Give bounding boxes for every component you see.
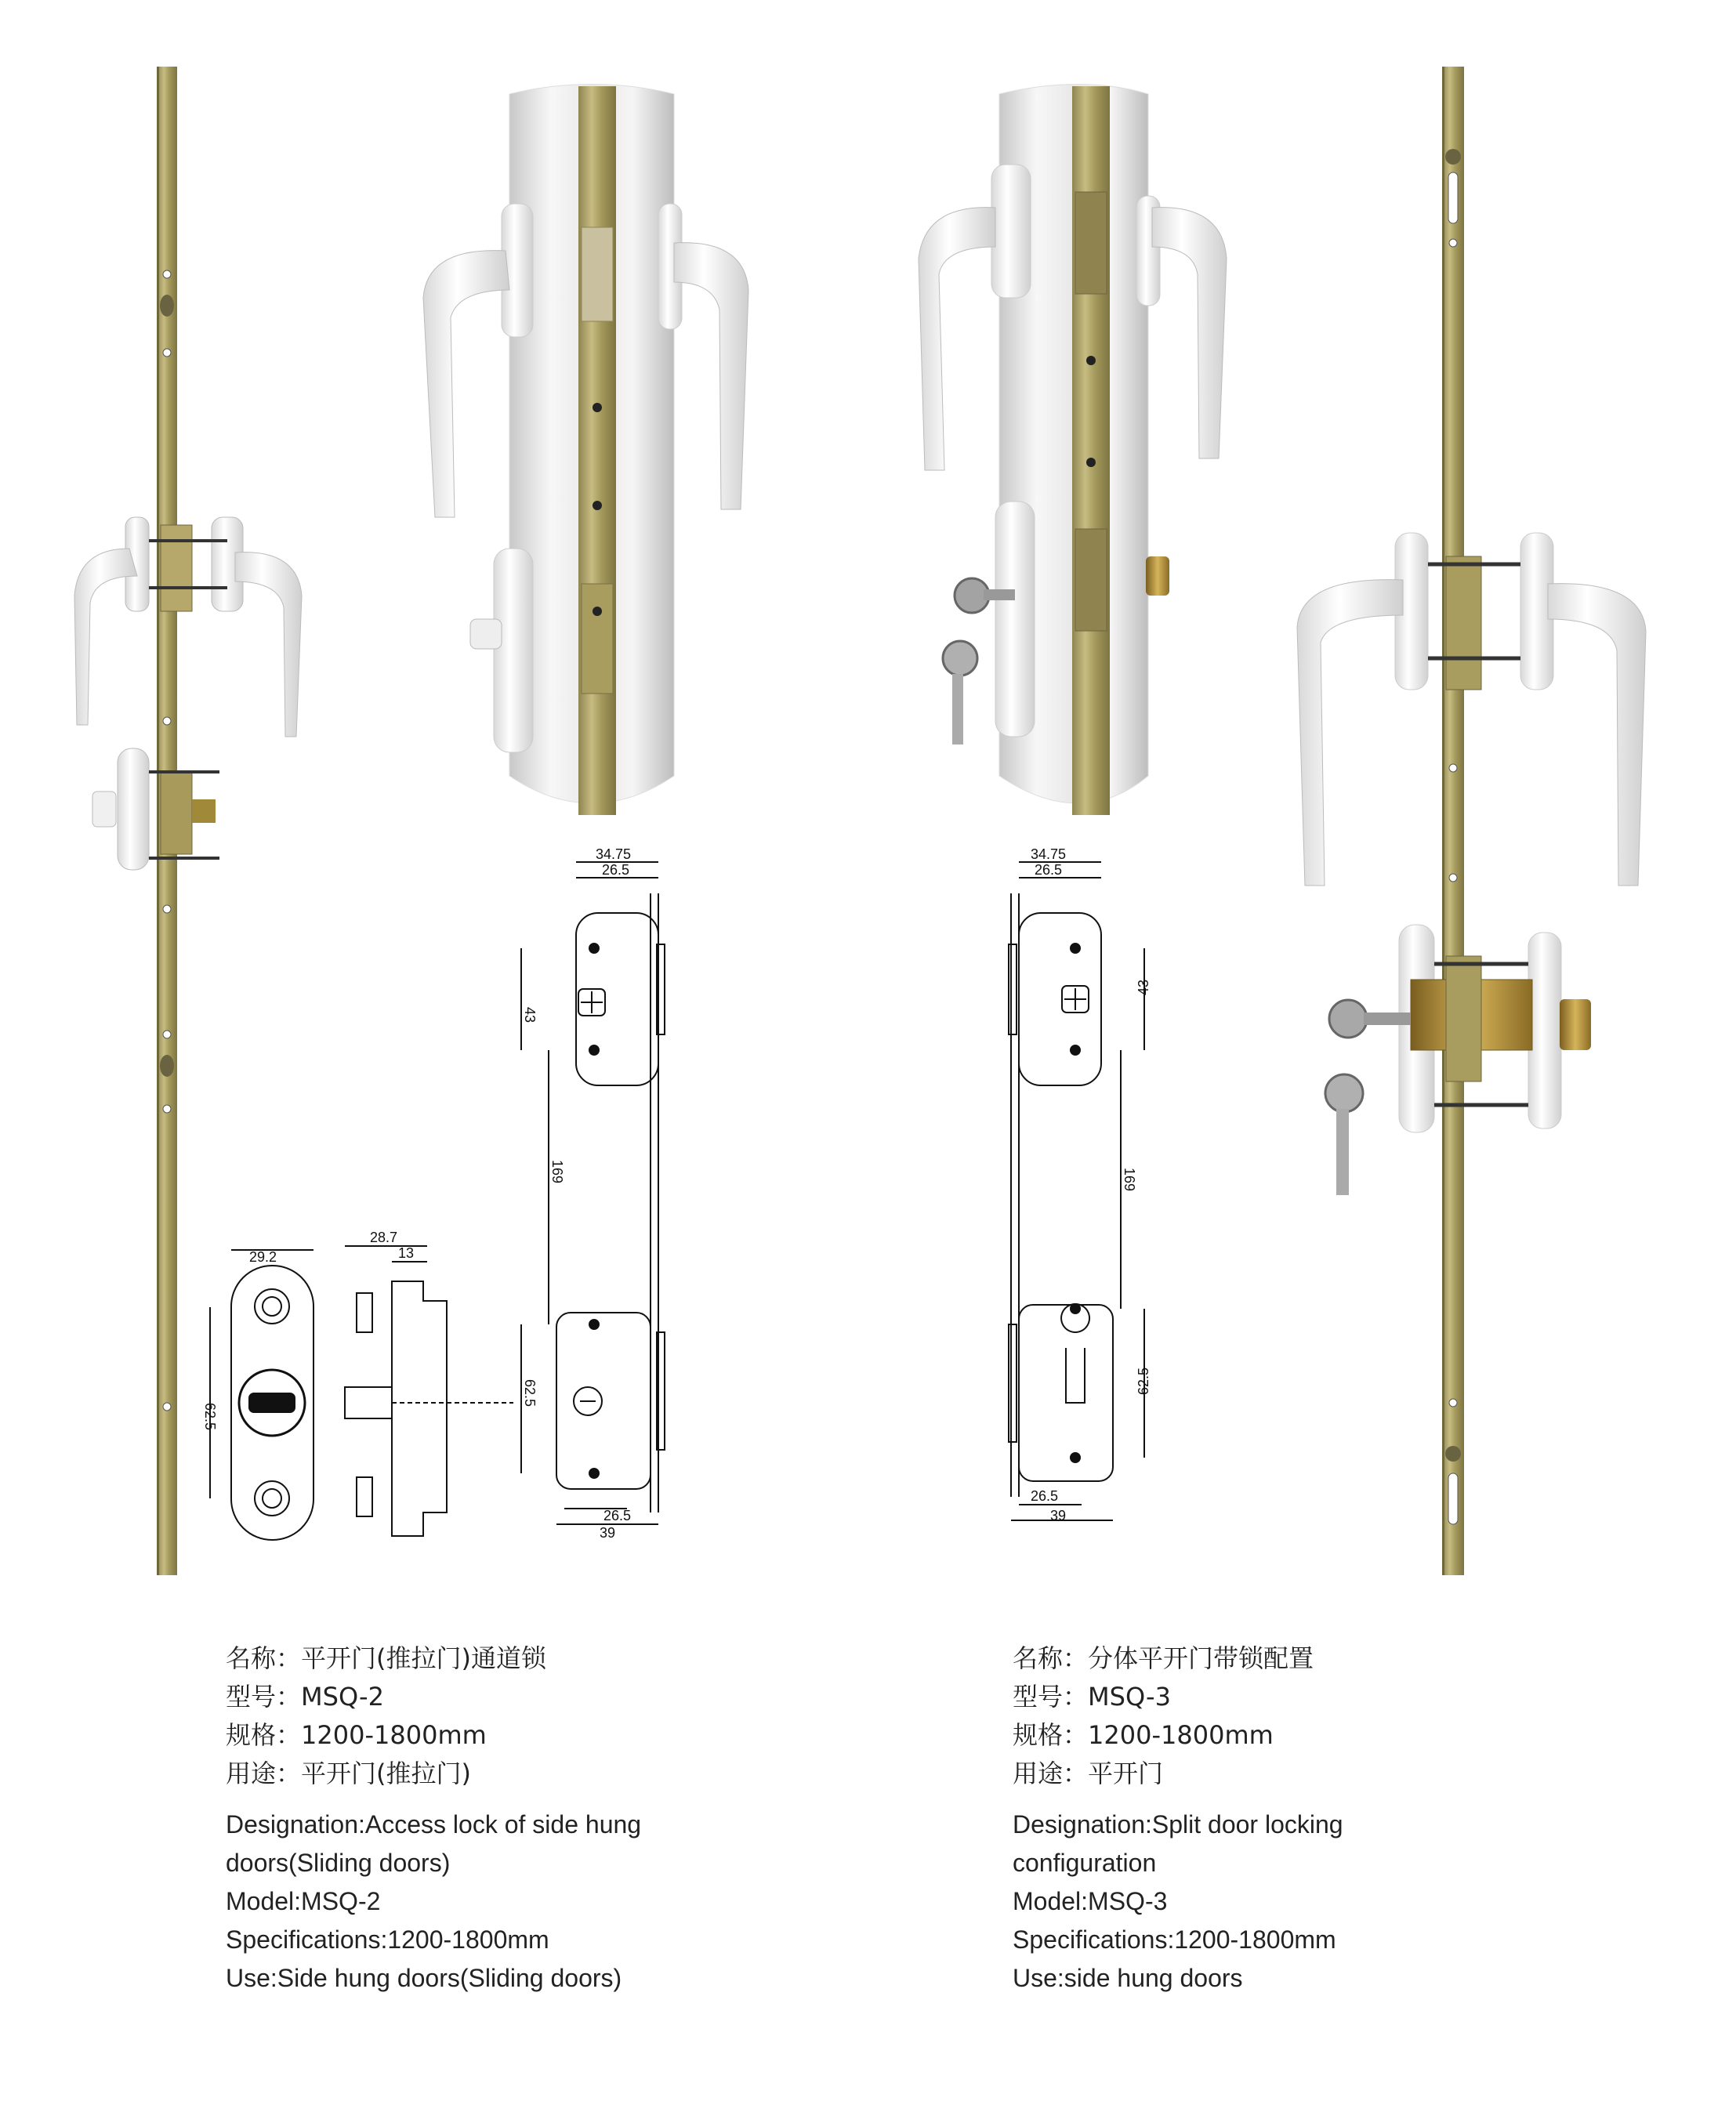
- dim-thumbturn-height: 62.5: [202, 1403, 218, 1431]
- en-use: Use:side hung doors: [1013, 1964, 1243, 1992]
- technical-drawings: [210, 862, 1144, 1540]
- cn-use-line: [226, 1755, 641, 1793]
- en-designation-line1: Designation:Access lock of side hung: [226, 1810, 642, 1838]
- cn-model-value: MSQ-3: [1088, 1682, 1171, 1712]
- cn-use-value: 平开门: [1088, 1759, 1164, 1788]
- profile-photo-1: [423, 85, 748, 816]
- dim-left-w-bottom-inner: 26.5: [603, 1508, 632, 1523]
- cn-spec-value: 1200-1800mm: [301, 1720, 487, 1750]
- cn-name-line: [226, 1639, 641, 1678]
- cn-use-label: 用途：: [1013, 1759, 1089, 1788]
- cn-spec-value: 1200-1800mm: [1088, 1720, 1274, 1750]
- en-spec: Specifications:1200-1800mm: [226, 1925, 549, 1954]
- dim-right-w-outer: 34.75: [1031, 846, 1067, 862]
- spec-block-msq3: [1013, 1639, 1343, 1998]
- en-designation-line2: configuration: [1013, 1849, 1157, 1877]
- cn-spec-label: 规格：: [226, 1720, 302, 1750]
- en-spec-block: [1013, 1806, 1343, 1998]
- cn-spec-line: [1013, 1716, 1343, 1755]
- cn-model-label: 型号：: [226, 1682, 302, 1712]
- cn-model-line: [226, 1678, 641, 1716]
- en-use: Use:Side hung doors(Sliding doors): [226, 1964, 622, 1992]
- cn-spec-label: 规格：: [1013, 1720, 1089, 1750]
- dim-right-w-inner: 26.5: [1035, 862, 1063, 878]
- dim-right-h-top: 43: [1136, 979, 1151, 995]
- left-lock-strip: [74, 67, 302, 1575]
- cn-model-line: [1013, 1678, 1343, 1716]
- dim-left-h-top: 43: [522, 1007, 538, 1023]
- cn-model-value: MSQ-2: [301, 1682, 384, 1712]
- cn-name-label: 名称：: [1013, 1643, 1089, 1673]
- right-lock-strip: [1297, 67, 1646, 1575]
- dim-thumbturn-width: 29.2: [249, 1249, 277, 1265]
- dim-left-w-bottom-outer: 39: [600, 1525, 616, 1541]
- dim-left-h-mid: 169: [549, 1160, 565, 1184]
- dim-left-w-inner: 26.5: [602, 862, 630, 878]
- dim-right-w-bottom-outer: 39: [1050, 1508, 1067, 1523]
- cn-name-label: 名称：: [226, 1643, 302, 1673]
- cn-name-value: 平开门(推拉门)通道锁: [301, 1643, 546, 1673]
- cn-use-label: 用途：: [226, 1759, 302, 1788]
- en-spec: Specifications:1200-1800mm: [1013, 1925, 1336, 1954]
- dim-right-w-bottom-inner: 26.5: [1031, 1488, 1059, 1504]
- cn-use-line: [1013, 1755, 1343, 1793]
- cn-model-label: 型号：: [1013, 1682, 1089, 1712]
- dim-side-inner: 13: [398, 1245, 415, 1261]
- cn-use-value: 平开门(推拉门): [301, 1759, 471, 1788]
- en-model: Model:MSQ-2: [226, 1887, 381, 1915]
- en-designation-line1: Designation:Split door locking: [1013, 1810, 1343, 1838]
- dim-left-w-outer: 34.75: [596, 846, 632, 862]
- spec-block-msq2: [226, 1639, 641, 1998]
- dim-right-h-bottom: 62.5: [1136, 1367, 1151, 1395]
- cn-name-line: [1013, 1639, 1343, 1678]
- dim-side-outer: 28.7: [370, 1230, 398, 1245]
- en-model: Model:MSQ-3: [1013, 1887, 1168, 1915]
- cn-name-value: 分体平开门带锁配置: [1088, 1643, 1314, 1673]
- en-spec-block: [226, 1806, 641, 1998]
- dim-left-h-bottom: 62.5: [522, 1379, 538, 1407]
- cn-spec-line: [226, 1716, 641, 1755]
- en-designation-line2: doors(Sliding doors): [226, 1849, 451, 1877]
- dim-right-h-mid: 169: [1122, 1168, 1137, 1192]
- profile-photo-2: [919, 85, 1227, 816]
